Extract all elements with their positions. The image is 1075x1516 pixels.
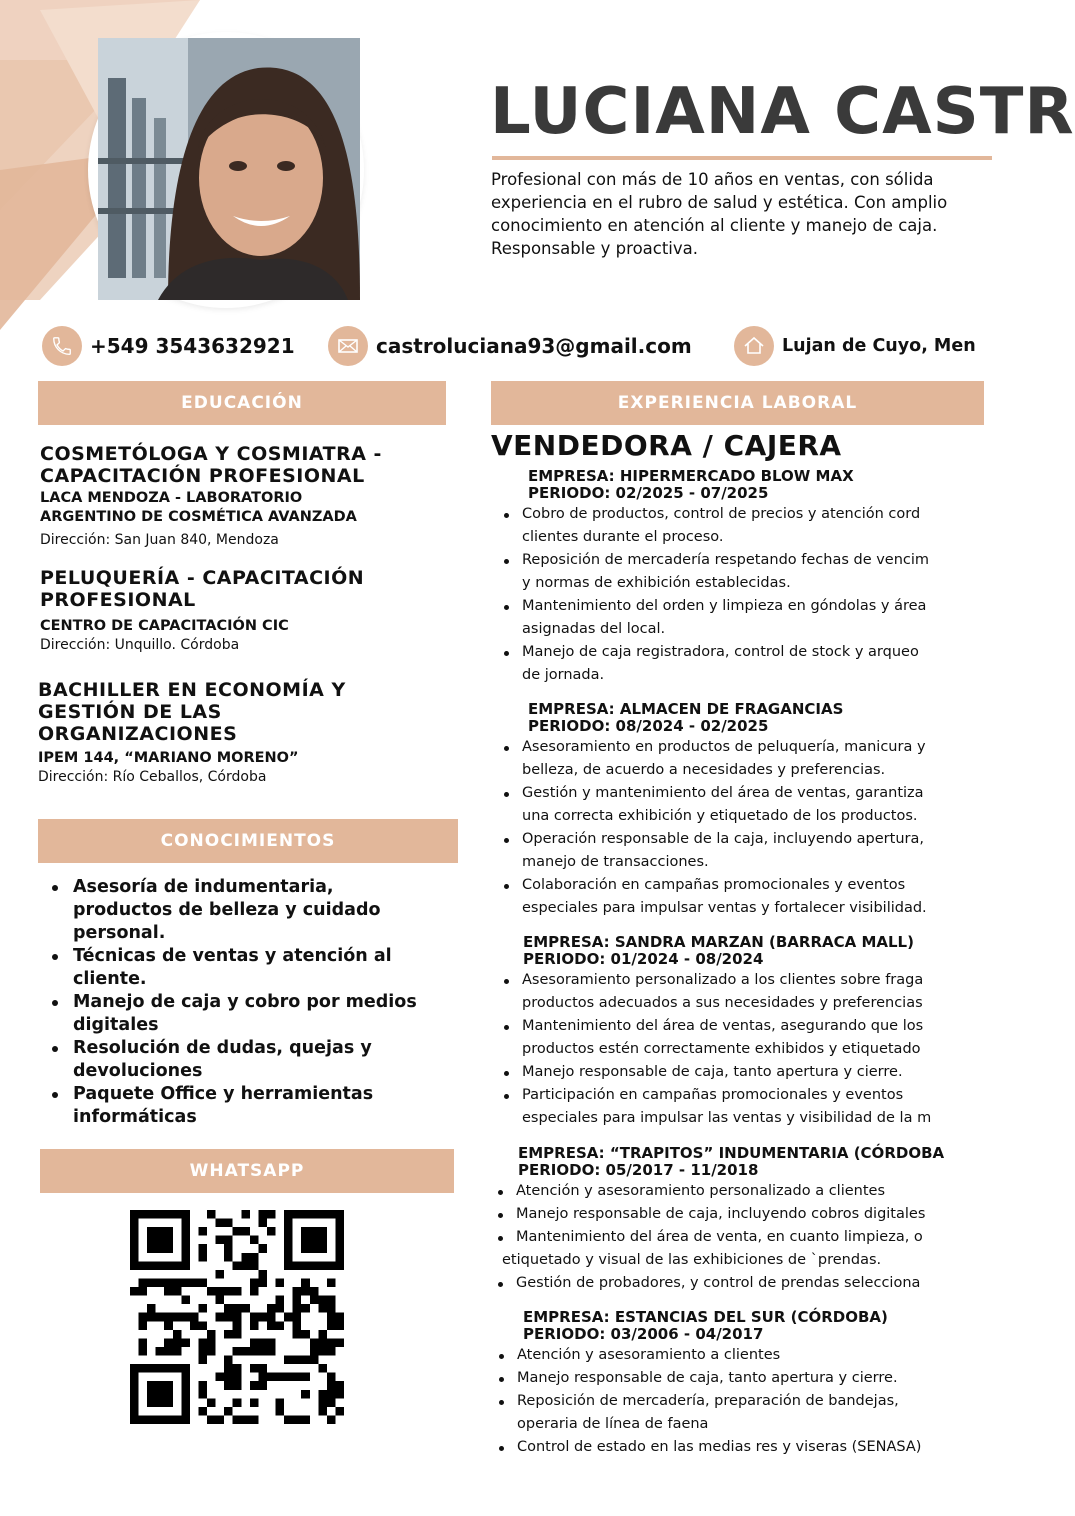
education-item	[40, 567, 460, 655]
skill-item: Manejo de caja y cobro por medios digitales	[48, 991, 458, 1037]
contact-phone[interactable]	[42, 324, 295, 368]
profile-line: Profesional con más de 10 años en ventas, con sólida	[491, 170, 934, 189]
profile-summary	[491, 168, 1011, 260]
education-title: GESTIÓN DE LAS	[38, 701, 222, 723]
job-bullet: Mantenimiento del orden y limpieza en góndolas y área asignadas del local.	[500, 595, 929, 641]
education-title: BACHILLER EN ECONOMÍA Y	[38, 679, 346, 701]
job-bullet: Asesoramiento personalizado a los clientes sobre fraga productos adecuados a sus necesidades y preferencias	[500, 969, 931, 1015]
contact-location	[734, 324, 976, 368]
job-bullet: Mantenimiento del área de ventas, asegurando que los productos estén correctamente exhibidos y etiquetado	[500, 1015, 931, 1061]
education-title: CAPACITACIÓN PROFESIONAL	[40, 465, 365, 487]
job-bullet: Gestión de probadores, y control de prendas selecciona	[494, 1272, 925, 1295]
job-bullet: Colaboración en campañas promocionales y eventos especiales para impulsar ventas y fortalecer visibilidad.	[500, 874, 927, 920]
education-school: LACA MENDOZA - LABORATORIO	[40, 490, 303, 506]
education-item	[38, 679, 458, 787]
job-company: EMPRESA: SANDRA MARZAN (BARRACA MALL) PERIODO: 01/2024 - 08/2024	[523, 933, 914, 968]
section-education-header: EDUCACIÓN	[38, 381, 446, 425]
job-bullet: Cobro de productos, control de precios y atención cord clientes durante el proceso.	[500, 503, 929, 549]
education-item	[40, 443, 460, 550]
skill-item: Resolución de dudas, quejas y devoluciones	[48, 1037, 458, 1083]
job-bullet: Reposición de mercadería respetando fechas de vencim y normas de exhibición establecidas.	[500, 549, 929, 595]
job-bullet: Asesoramiento en productos de peluquería, manicura y belleza, de acuerdo a necesidades y preferencias.	[500, 736, 927, 782]
location-text: Lujan de Cuyo, Men	[782, 336, 976, 356]
job-bullet: Manejo responsable de caja, tanto apertura y cierre.	[495, 1367, 921, 1390]
education-school: CENTRO DE CAPACITACIÓN CIC	[40, 618, 289, 634]
profile-line: conocimiento en atención al cliente y manejo de caja.	[491, 216, 938, 235]
job-bullet: Mantenimiento del área de venta, en cuanto limpieza, o etiquetado y visual de las exhibiciones de `prendas.	[494, 1226, 925, 1272]
job-company: EMPRESA: HIPERMERCADO BLOW MAX PERIODO: 02/2025 - 07/2025	[528, 467, 854, 502]
contact-email[interactable]	[328, 324, 692, 368]
job-bullet: Atención y asesoramiento personalizado a clientes	[494, 1180, 925, 1203]
education-school: ARGENTINO DE COSMÉTICA AVANZADA	[40, 509, 357, 525]
job-company: EMPRESA: “TRAPITOS” INDUMENTARIA (CÓRDOBA PERIODO: 05/2017 - 11/2018	[518, 1144, 945, 1179]
profile-photo	[98, 38, 360, 300]
whatsapp-qr-code[interactable]	[130, 1210, 344, 1424]
job-bullet: Manejo responsable de caja, incluyendo cobros digitales	[494, 1203, 925, 1226]
phone-number: +549 3543632921	[90, 334, 295, 358]
education-school: IPEM 144, “MARIANO MORENO”	[38, 750, 299, 766]
job-bullet: Manejo responsable de caja, tanto apertura y cierre.	[500, 1061, 931, 1084]
skill-item: Asesoría de indumentaria, productos de belleza y cuidado personal.	[48, 876, 458, 945]
section-whatsapp-header: WHATSAPP	[40, 1149, 454, 1193]
profile-line: experiencia en el rubro de salud y estética. Con amplio	[491, 193, 948, 212]
home-icon	[734, 326, 774, 366]
job-company: EMPRESA: ESTANCIAS DEL SUR (CÓRDOBA) PERIODO: 03/2006 - 04/2017	[523, 1308, 888, 1343]
job-bullet: Participación en campañas promocionales y eventos especiales para impulsar las ventas y visibilidad de la m	[500, 1084, 931, 1130]
section-experience-header: EXPERIENCIA LABORAL	[491, 381, 984, 425]
portrait-illustration	[98, 38, 360, 300]
job-bullet: Manejo de caja registradora, control de stock y arqueo de jornada.	[500, 641, 929, 687]
job-bullets	[494, 1180, 925, 1295]
skill-item: Técnicas de ventas y atención al cliente.	[48, 945, 458, 991]
profile-line: Responsable y proactiva.	[491, 239, 699, 258]
job-bullet: Control de estado en las medias res y viseras (SENASA)	[495, 1436, 921, 1459]
education-address: Dirección: Río Ceballos, Córdoba	[38, 769, 267, 785]
job-bullets	[500, 969, 931, 1130]
skills-list	[48, 876, 458, 1129]
job-bullets	[500, 736, 927, 920]
education-title: PROFESIONAL	[40, 589, 196, 611]
job-bullets	[500, 503, 929, 687]
education-address: Dirección: San Juan 840, Mendoza	[40, 532, 279, 548]
job-company: EMPRESA: ALMACEN DE FRAGANCIAS PERIODO: 08/2024 - 02/2025	[528, 700, 844, 735]
candidate-name: LUCIANA CASTR	[490, 75, 1075, 149]
education-title: COSMETÓLOGA Y COSMIATRA -	[40, 443, 382, 465]
education-title: ORGANIZACIONES	[38, 723, 238, 745]
envelope-icon	[328, 326, 368, 366]
name-underline	[492, 156, 992, 160]
job-bullet: Gestión y mantenimiento del área de ventas, garantiza una correcta exhibición y etiquetado de los productos.	[500, 782, 927, 828]
job-bullet: Reposición de mercadería, preparación de bandejas, operaria de línea de faena	[495, 1390, 921, 1436]
education-address: Dirección: Unquillo. Córdoba	[40, 637, 240, 653]
education-title: PELUQUERÍA - CAPACITACIÓN	[40, 567, 365, 589]
phone-icon	[42, 326, 82, 366]
section-skills-header: CONOCIMIENTOS	[38, 819, 458, 863]
job-bullets	[495, 1344, 921, 1459]
skill-item: Paquete Office y herramientas informáticas	[48, 1083, 458, 1129]
job-bullet: Operación responsable de la caja, incluyendo apertura, manejo de transacciones.	[500, 828, 927, 874]
job-title: VENDEDORA / CAJERA	[491, 429, 842, 462]
email-address: castroluciana93@gmail.com	[376, 334, 692, 358]
job-bullet: Atención y asesoramiento a clientes	[495, 1344, 921, 1367]
